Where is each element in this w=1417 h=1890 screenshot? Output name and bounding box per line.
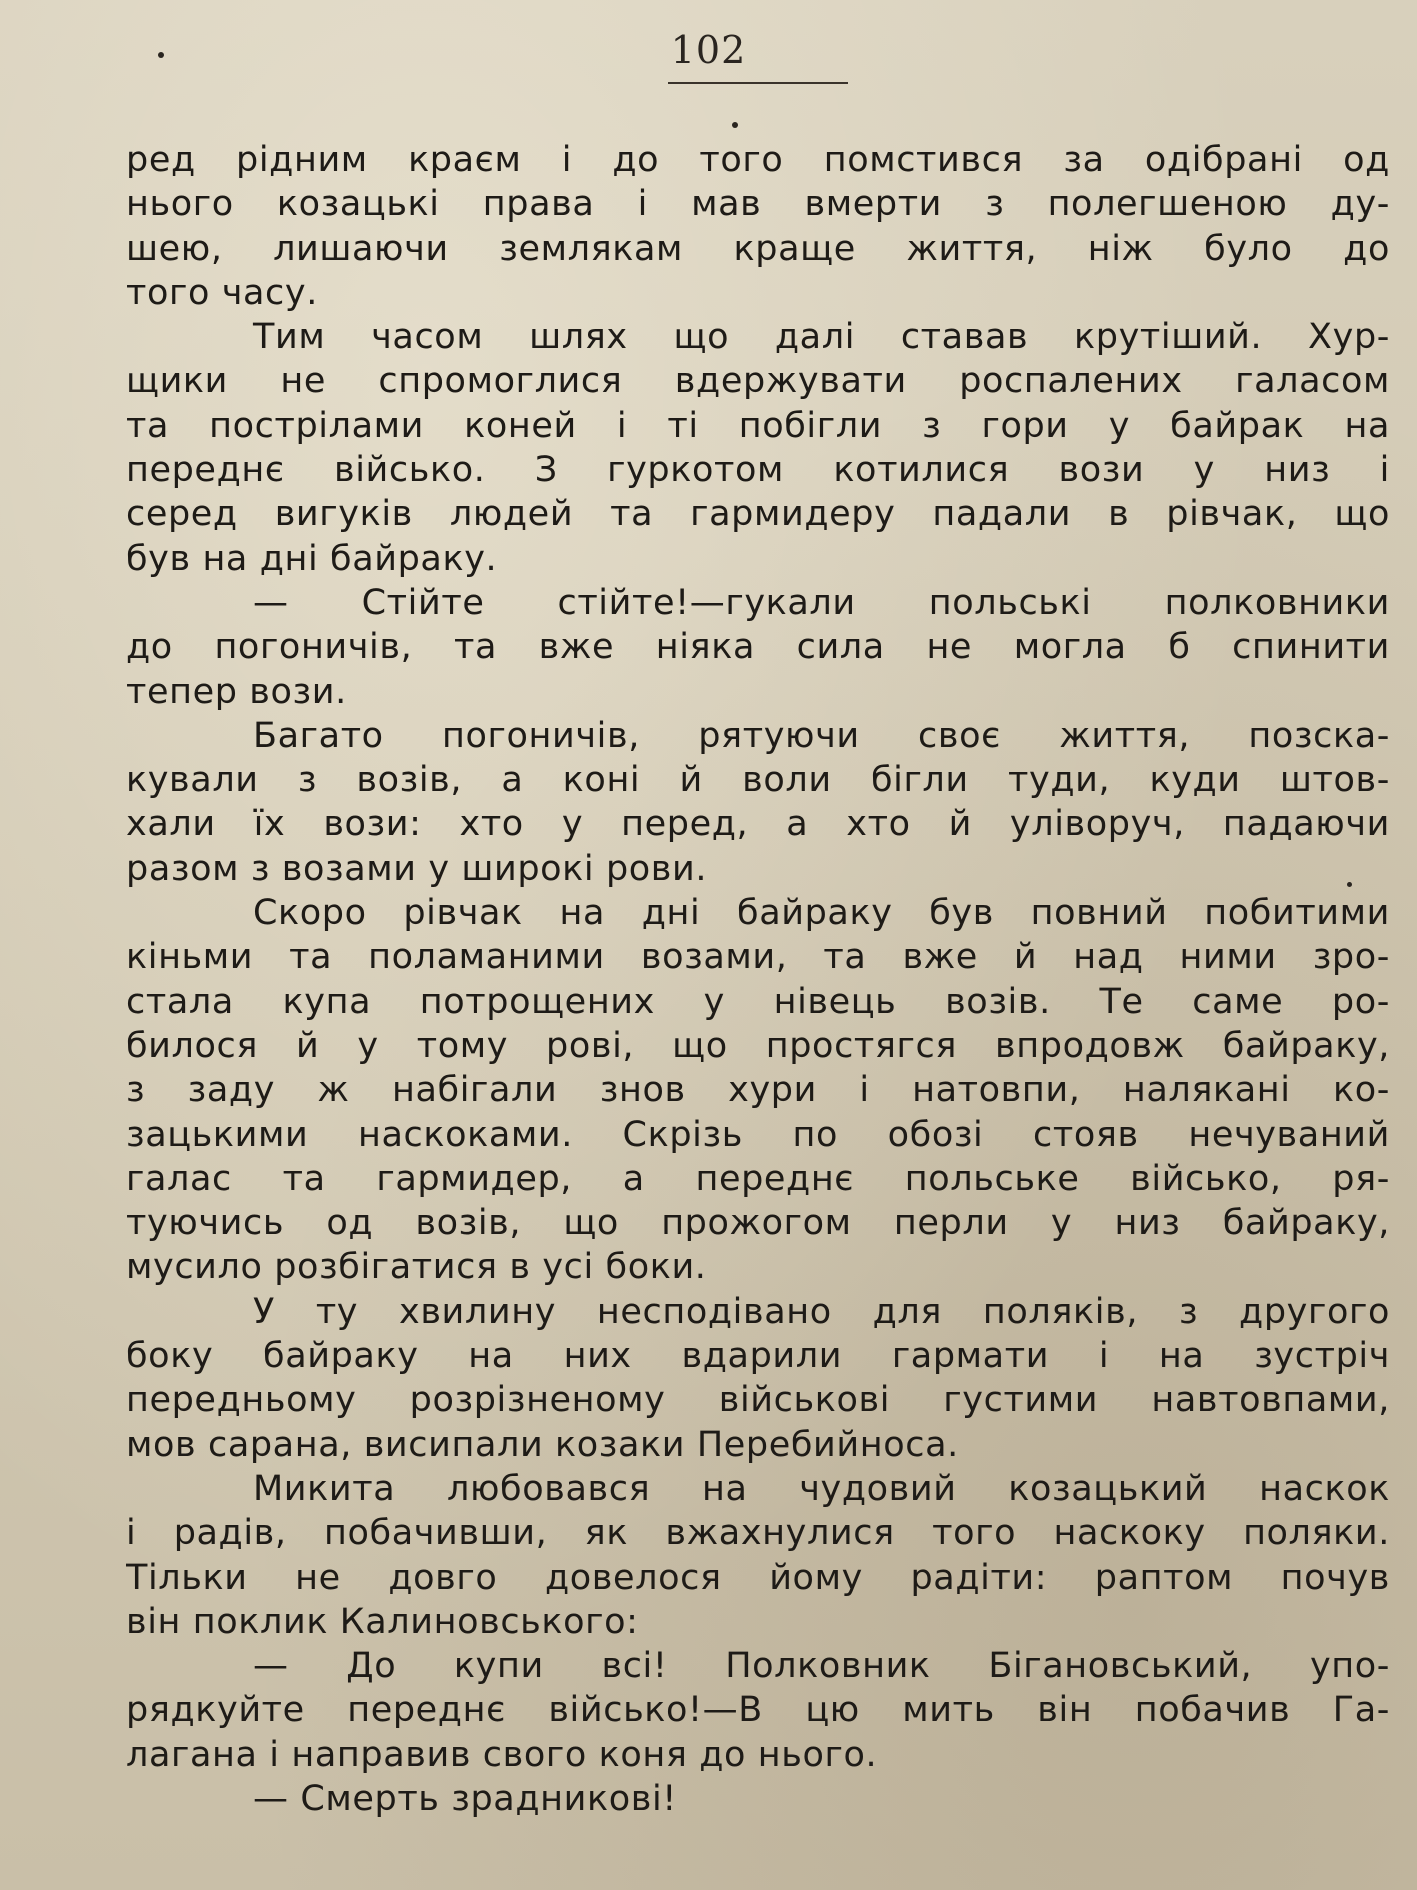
text-line: тепер вози. xyxy=(126,671,347,712)
text-line: зацькими наскоками. Скрізь по обозі стояв нечуваний xyxy=(126,1114,1390,1155)
text-line: серед вигуків людей та гармидеру падали в рівчак, що xyxy=(126,494,1390,535)
ink-speck xyxy=(732,122,738,128)
text-line: билося й у тому рові, що простягся впродовж байраку, xyxy=(126,1025,1390,1066)
text-line: нього козацькі права і мав вмерти з полегшеною ду- xyxy=(126,184,1390,225)
text-line: туючись од возів, що прожогом перли у низ байраку, xyxy=(126,1203,1390,1244)
text-line: переднє військо. З гуркотом котилися вози у низ і xyxy=(126,450,1390,491)
text-line: кіньми та поламаними возами, та вже й над ними зро- xyxy=(126,937,1390,978)
text-line: Тим часом шлях що далі ставав крутіший. Хур- xyxy=(253,317,1390,358)
text-line: був на дні байраку. xyxy=(126,538,498,579)
text-line: У ту хвилину несподівано для поляків, з другого xyxy=(253,1291,1390,1332)
text-line: мов сарана, висипали козаки Перебийноса. xyxy=(126,1424,959,1465)
text-line: — Стійте стійте!—гукали польські полковники xyxy=(253,582,1390,623)
text-line: кували з возів, а коні й воли бігли туди, куди штов- xyxy=(126,760,1390,801)
text-line: боку байраку на них вдарили гармати і на зустріч xyxy=(126,1336,1390,1377)
text-line: разом з возами у широкі рови. xyxy=(126,848,708,889)
text-line: Багато погоничів, рятуючи своє життя, позска- xyxy=(253,715,1390,756)
text-line: до погоничів, та вже ніяка сила не могла б спинити xyxy=(126,627,1390,668)
text-line: шею, лишаючи землякам краще життя, ніж було до xyxy=(126,228,1390,269)
text-line: і радів, побачивши, як вжахнулися того наскоку поляки. xyxy=(126,1513,1390,1554)
page-number-rule xyxy=(668,82,848,84)
text-line: Микита любовався на чудовий козацький наскок xyxy=(253,1468,1390,1509)
text-line: з заду ж набігали знов хури і натовпи, налякані ко- xyxy=(126,1070,1390,1111)
text-line: хали їх вози: хто у перед, а хто й уліворуч, падаючи xyxy=(126,804,1390,845)
text-line: того часу. xyxy=(126,272,318,313)
text-line: галас та гармидер, а переднє польське військо, ря- xyxy=(126,1158,1390,1199)
text-line: щики не спромоглися вдержувати роспалених галасом xyxy=(126,361,1390,402)
text-line: він поклик Калиновського: xyxy=(126,1601,639,1642)
text-line: мусило розбігатися в усі боки. xyxy=(126,1247,707,1288)
text-line: та пострілами коней і ті побігли з гори у байрак на xyxy=(126,405,1390,446)
text-line: рядкуйте переднє військо!—В цю мить він побачив Га- xyxy=(126,1690,1390,1731)
text-line: — До купи всі! Полковник Бігановський, упо- xyxy=(253,1646,1390,1687)
text-line: Скоро рівчак на дні байраку був повний побитими xyxy=(253,893,1390,934)
text-line: — Смерть зрадникові! xyxy=(253,1778,677,1819)
text-line: Тільки не довго довелося йому радіти: раптом почув xyxy=(126,1557,1390,1598)
ink-speck xyxy=(158,52,164,58)
text-line: стала купа потрощених у нівець возів. Те саме ро- xyxy=(126,981,1390,1022)
text-line: передньому розрізненому військові густими навтовпами, xyxy=(126,1380,1390,1421)
page-number: 102 xyxy=(670,28,747,72)
text-line: лагана і направив свого коня до нього. xyxy=(126,1734,878,1775)
body-text xyxy=(126,138,1390,1821)
text-line: ред рідним краєм і до того помстився за одібрані од xyxy=(126,140,1390,180)
